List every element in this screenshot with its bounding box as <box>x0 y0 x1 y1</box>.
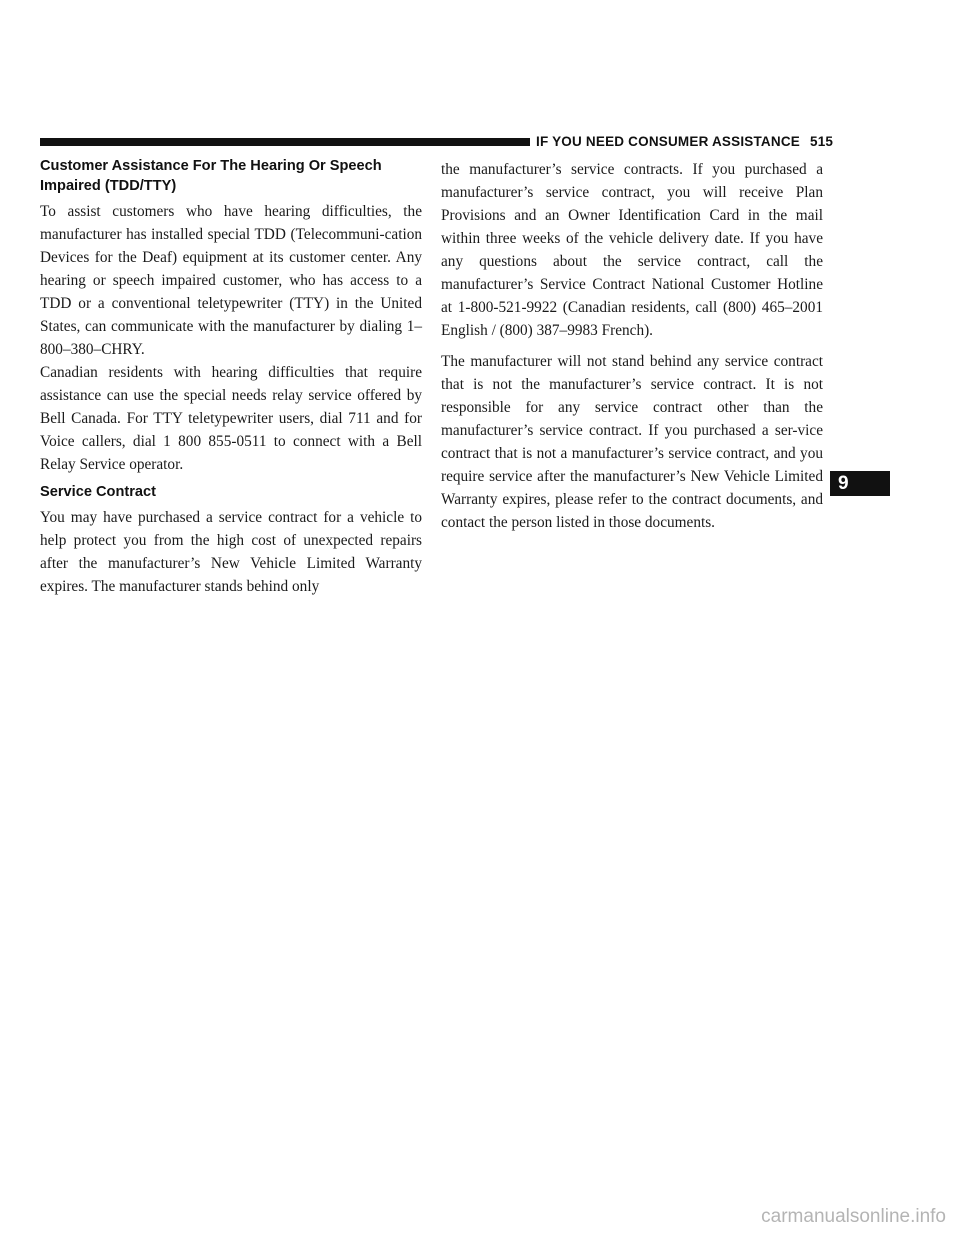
paragraph-tdd-intro: To assist customers who have hearing difficulties, the manufacturer has installed special TDD (Telecommuni-cation Devices for the Deaf) equipment at its customer center. Any hearing or speech impaired customer, who has access to a TDD or a conventional teletypewriter (TTY) in the United States, can communicate with the manufacturer by dialing 1–800–380–CHRY. <box>40 203 422 358</box>
header-rule <box>40 138 530 146</box>
running-header <box>536 131 920 153</box>
chapter-tab: 9 <box>830 471 890 496</box>
section-heading-service-contract: Service Contract <box>40 484 156 500</box>
watermark-text: carmanualsonline.info <box>761 1206 946 1227</box>
paragraph-service-contract-intro: You may have purchased a service contract for a vehicle to help protect you from the high cost of unexpected repairs after the manufacturer’s New Vehicle Limited Warranty expires. The manufacturer stands behind only <box>40 509 422 595</box>
paragraph-non-manufacturer-contract: The manufacturer will not stand behind any service contract that is not the manufacturer’s service contract. It is not responsible for any service contract other than the manufacturer’s service contract. If you purchased a ser-vice contract that is not a manufacturer’s service contract, and you require service after the manufacturer’s New Vehicle Limited Warranty expires, please refer to the contract documents, and contact the person listed in those documents. <box>441 353 823 531</box>
left-column <box>40 156 422 598</box>
header-section-title: IF YOU NEED CONSUMER ASSISTANCE <box>536 134 800 149</box>
page-number: 515 <box>809 134 834 149</box>
paragraph-canadian-relay: Canadian residents with hearing difficulties that require assistance can use the special needs relay service offered by Bell Canada. For TTY teletypewriter users, dial 711 and for Voice callers, dial 1 800 855-0511 to connect with a Bell Relay Service operator. <box>40 364 422 473</box>
right-column <box>441 158 823 534</box>
section-heading-tdd-tty: Customer Assistance For The Hearing Or Speech Impaired (TDD/TTY) <box>40 158 382 194</box>
paragraph-service-contract-continued: the manufacturer’s service contracts. If you purchased a manufacturer’s service contract, you will receive Plan Provisions and an Owner Identification Card in the mail within three weeks of the vehicle delivery date. If you have any questions about the service contract, call the manufacturer’s Service Contract National Customer Hotline at 1-800-521-9922 (Canadian residents, call (800) 465–2001 English / (800) 387–9983 French). <box>441 161 823 339</box>
